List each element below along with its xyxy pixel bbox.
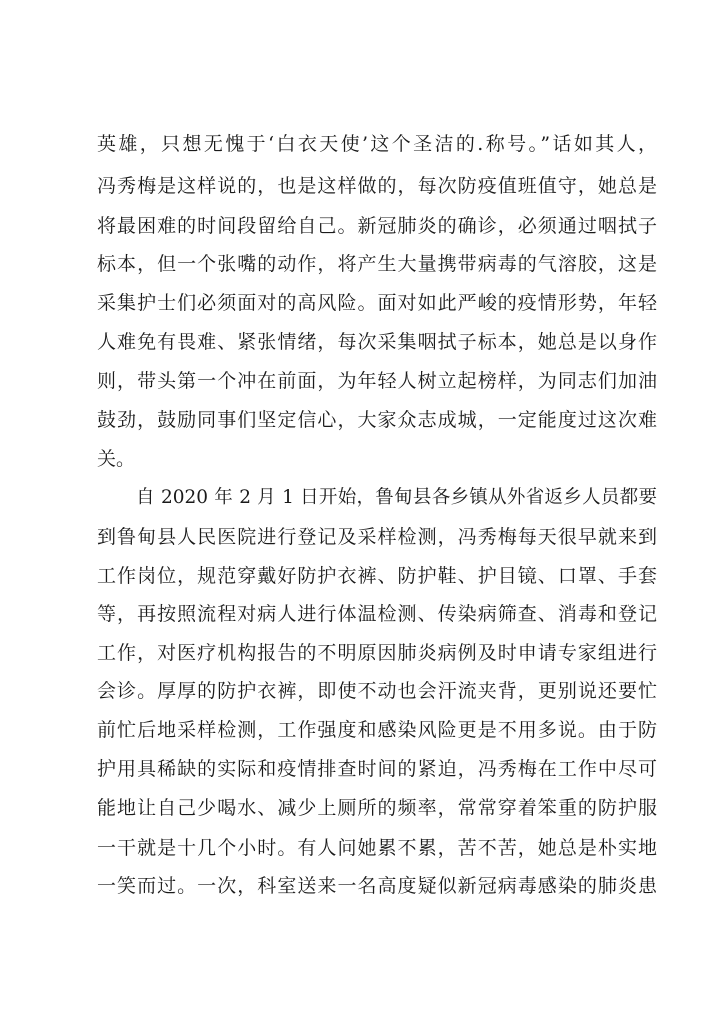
text-line: 鼓劲，鼓励同事们坚定信心，大家众志成城，一定能度过这次难: [97, 409, 657, 431]
text-line: 则，带头第一个冲在前面，为年轻人树立起榜样，为同志们加油: [97, 370, 657, 392]
text-line: 前忙后地采样检测，工作强度和感染风险更是不用多说。由于防: [97, 719, 657, 741]
text-line: 将最困难的时间段留给自己。新冠肺炎的确诊，必须通过咽拭子: [97, 215, 657, 237]
text-line: 工作，对医疗机构报告的不明原因肺炎病例及时申请专家组进行: [97, 642, 657, 664]
text-line: 护用具稀缺的实际和疫情排查时间的紧迫，冯秀梅在工作中尽可: [97, 758, 657, 780]
text-line: 工作岗位，规范穿戴好防护衣裤、防护鞋、护目镜、口罩、手套: [97, 565, 657, 587]
text-line: 关。: [97, 448, 136, 470]
text-line: 采集护士们必须面对的高风险。面对如此严峻的疫情形势，年轻: [97, 292, 657, 314]
text-line: 标本，但一个张嘴的动作，将产生大量携带病毒的气溶胶，这是: [97, 253, 657, 275]
text-line: 到鲁甸县人民医院进行登记及采样检测，冯秀梅每天很早就来到: [97, 526, 657, 548]
text-line: 一笑而过。一次，科室送来一名高度疑似新冠病毒感染的肺炎患: [97, 875, 657, 897]
text-line: 一干就是十几个小时。有人问她累不累，苦不苦，她总是朴实地: [97, 837, 657, 859]
text-line: 能地让自己少喝水、减少上厕所的频率，常常穿着笨重的防护服: [97, 797, 657, 819]
text-line: 等，再按照流程对病人进行体温检测、传染病筛查、消毒和登记: [97, 603, 657, 625]
text-line: 会诊。厚厚的防护衣裤，即使不动也会汗流夹背，更别说还要忙: [97, 680, 657, 702]
text-line: 英雄，只想无愧于‘白衣天使’这个圣洁的.称号。”话如其人，: [97, 133, 657, 155]
text-line: 自 2020 年 2 月 1 日开始，鲁甸县各乡镇从外省返乡人员都要: [136, 487, 657, 508]
text-line: 冯秀梅是这样说的，也是这样做的，每次防疫值班值守，她总是: [97, 175, 657, 197]
text-line: 人难免有畏难、紧张情绪，每次采集咽拭子标本，她总是以身作: [97, 331, 657, 353]
